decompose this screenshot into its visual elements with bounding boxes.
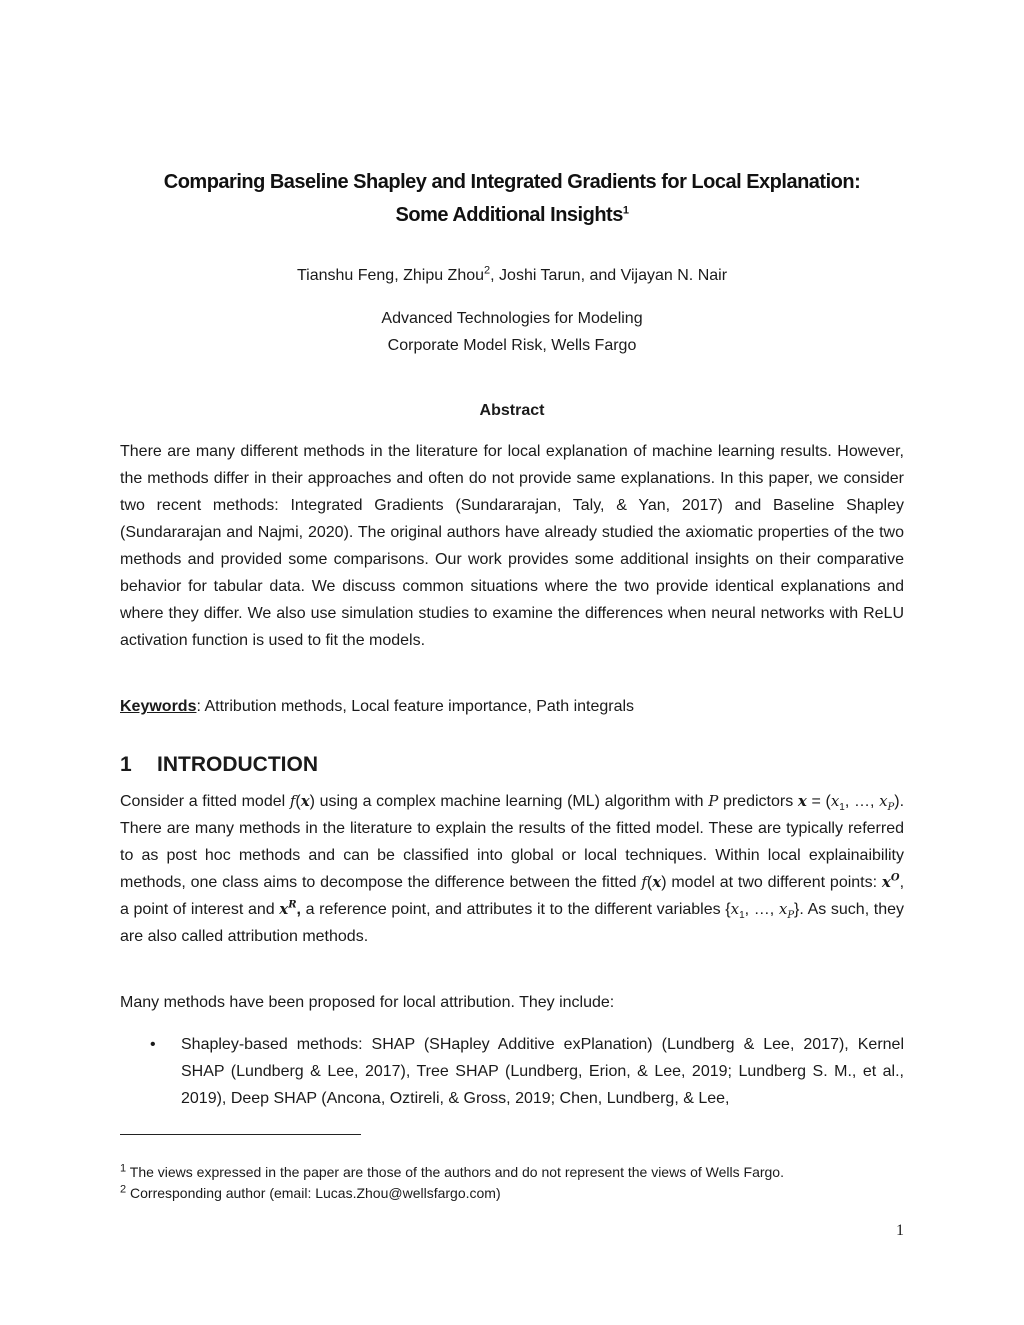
footnote-2-text: Corresponding author (email: Lucas.Zhou@wellsfargo.com) bbox=[126, 1185, 501, 1201]
list-item-text: Shapley-based methods: SHAP (SHapley Additive exPlanation) (Lundberg & Lee, 2017), Kernel SHAP (Lundberg & Lee, 2017), Tree SHAP (Lundberg, Erion, & Lee, 2019; Lundberg S. M., et al., 2019), Deep SHAP (Ancona, Oztireli, & Gross, 2019; Chen, Lundberg, & Lee, bbox=[181, 1036, 904, 1107]
section-number: 1 bbox=[120, 753, 132, 776]
section-title: INTRODUCTION bbox=[157, 753, 318, 776]
affiliation-line-2: Corporate Model Risk, Wells Fargo bbox=[387, 337, 637, 354]
keywords-label: Keywords bbox=[120, 698, 197, 715]
bullet-icon: • bbox=[150, 1036, 156, 1053]
authors-part-2: , Joshi Tarun, and Vijayan N. Nair bbox=[490, 267, 728, 284]
list-item bbox=[120, 1031, 904, 1112]
footnote-1 bbox=[120, 1162, 920, 1182]
math-x-O: x bbox=[881, 873, 891, 891]
footnote-2 bbox=[120, 1183, 920, 1203]
footnote-1-text: The views expressed in the paper are those of the authors and do not represent the views of Wells Fargo. bbox=[126, 1164, 784, 1180]
methods-list bbox=[120, 1031, 904, 1112]
keywords bbox=[120, 694, 904, 720]
footnote-1-mark: 1 bbox=[120, 1162, 127, 1175]
title-line-2: Some Additional Insights bbox=[395, 204, 623, 226]
author-footnote-mark[interactable]: 2 bbox=[484, 264, 491, 277]
abstract-heading: Abstract bbox=[479, 402, 545, 419]
intro-paragraph: Consider a fitted model f(x) using a complex machine learning (ML) algorithm with P predictors $x = (x_1$, …, $x_P$). There are many methods in the literature to explain the results of the fitted model. These are typically referred to as post hoc methods and can be classified into global or local techniques. Within local explainaibility methods, one class aims to decompose the difference between the fitted f(x) model at two different points: $x^O$, a point of interest and $x^R$, a reference point, and attributes it to the different variables {$x_1$, …, $x_P$}. As such, they are also called attribution methods. bbox=[120, 792, 905, 945]
title-line-1: Comparing Baseline Shapley and Integrated Gradients for Local Explanation: bbox=[163, 171, 861, 193]
math-x-R: x bbox=[279, 900, 289, 918]
keywords-text: : Attribution methods, Local feature importance, Path integrals bbox=[196, 698, 635, 715]
math-f: f bbox=[289, 792, 296, 810]
abstract-text: There are many different methods in the literature for local explanation of machine learning results. However, the methods differ in their approaches and often do not provide same explanations. In this paper, we consider two recent methods: Integrated Gradients (Sundararajan, Taly, & Yan, 2017) and Baseline Shapley (Sundararajan and Najmi, 2020). The original authors have already studied the axiomatic properties of the two methods and provided some comparisons. Our work provides some additional insights on their comparative behavior for tabular data. We discuss common situations where the two provide identical explanations and where they differ. We also use simulation studies to examine the differences when neural networks with ReLU activation function is used to fit the models. bbox=[120, 443, 904, 649]
math-x-vector: x bbox=[797, 792, 807, 810]
math-x: x bbox=[300, 792, 310, 810]
paper-title bbox=[100, 166, 924, 232]
affiliation bbox=[100, 305, 924, 359]
math-P: P bbox=[708, 792, 719, 810]
author-list bbox=[100, 265, 924, 287]
methods-intro-paragraph: Many methods have been proposed for local attribution. They include: bbox=[120, 994, 615, 1011]
footnote-separator bbox=[120, 1134, 361, 1135]
footnote-2-mark: 2 bbox=[120, 1183, 127, 1196]
page-number: 1 bbox=[896, 1222, 904, 1239]
authors-part-1: Tianshu Feng, Zhipu Zhou bbox=[296, 267, 485, 284]
section-heading-introduction bbox=[120, 750, 318, 780]
affiliation-line-1: Advanced Technologies for Modeling bbox=[381, 310, 643, 327]
math-f-2: f bbox=[641, 873, 647, 891]
title-footnote-mark[interactable]: 1 bbox=[622, 204, 629, 217]
